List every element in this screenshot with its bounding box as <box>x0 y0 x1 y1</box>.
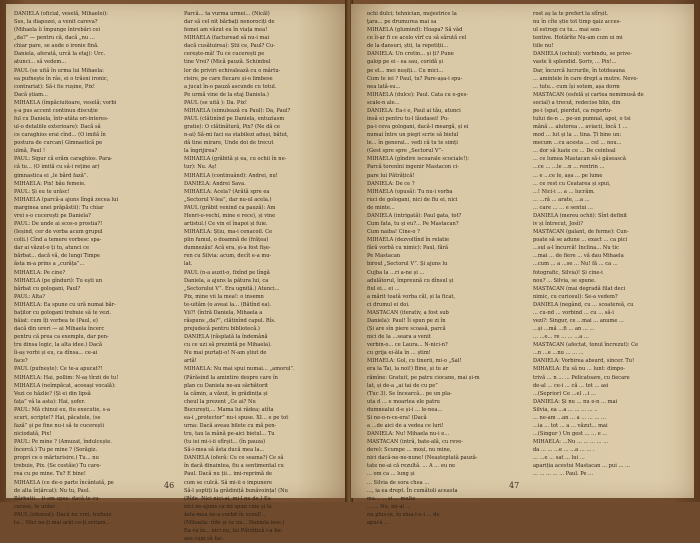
text-line: apucă ... <box>367 519 390 526</box>
text-line: PAUL: Mă chinui eu, fiu executie, s-a <box>14 406 111 413</box>
text-line: Să-l șoptiți la grădiniță bunăvoința! (Nu <box>184 487 288 494</box>
text-line: ochi dulci; tehnician, mojestrice la <box>367 11 457 17</box>
text-line: adulătorul, împreună cu dînsul și <box>367 277 454 284</box>
text-line: cheul la prezent „Ce ai? Nu <box>184 398 256 405</box>
text-line: cerește-mă! Tu ce cucerești pe <box>184 51 265 58</box>
text-line: (Și are sîn piere scoasă, parcă <box>367 326 446 333</box>
text-line: MASTACAN (mai degradă filat deci <box>533 285 626 292</box>
text-line: Bărbații... ți-am spus: dacă te cu- <box>14 495 101 502</box>
text-line: Daniela, aferată, urcă la etaj): Urc. <box>14 51 106 58</box>
text-line: MASTACAN (intră, bate-ală, cu reve- <box>367 439 464 446</box>
text-line: MIHAELA (parcă-a ajuns lîngă zecea lui <box>14 196 119 203</box>
text-line: ta... Nici nu-ți mai arăt ce-ți scriam... <box>14 519 111 526</box>
text-line: mod ... lut și la ... tina. Ți bine un: <box>533 132 622 139</box>
text-line: MIHAELA (împăciuitoare, veselă; vorbi <box>14 99 117 106</box>
text-line: (Gest spre spre „Sectorul V”- <box>367 148 444 155</box>
text-line: rost aș la te prefert la sfîrșit. <box>533 11 609 17</box>
text-line: fază” și pe fine nu-i să te cucerești <box>14 422 105 429</box>
text-line: pa-i ceva gologani, dacă-l meargă, și ei <box>367 124 469 131</box>
text-line: ...ce ... ...le ...n ... rentrin ... <box>533 164 605 171</box>
text-line: tru dinsa logic, la alta idee.) Dacă <box>14 342 103 349</box>
text-line: DANIELA (răsplată la îndemână <box>184 334 268 341</box>
text-line: băiat: cum îți vorbea te (Paul, e) <box>14 317 98 324</box>
text-line: DANIELA: Andrei Sava. <box>184 180 246 187</box>
text-line: nici dacă-ne-ne-nune! (Neașteptată pauză- <box>367 455 478 462</box>
text-line: risire, pe care fiecare și-o limbese <box>184 75 273 82</box>
text-line: PAUL: Pe mine ? (Amuzat, îndulcește. <box>14 439 112 446</box>
text-line: rămîne: Gratuit, pe patru ciocane, mai și-m <box>367 374 480 381</box>
text-line: Nu mai purtați-o! N-am știut de <box>184 350 267 357</box>
text-line: de-al ... ce-i ... că ... tot ... asi <box>533 382 609 389</box>
text-line: (Rîde. Nici nici-ai, mi-l nu de.) Ea <box>184 495 271 502</box>
text-line: MIHAELA: Hai, pollim: N-aș tîrzii de tu! <box>14 374 119 381</box>
text-line: ren cu Silvia: acum, decît e-a mu- <box>184 253 272 260</box>
text-line: ..., ia ea drept. În cumătoli aceasta <box>367 487 458 494</box>
text-line: chiar pare, se aude o ironie fină. <box>14 43 99 50</box>
text-line: poate să se adune ... exact ... ca pici <box>533 237 628 244</box>
right-page-column-2 <box>533 10 683 479</box>
text-line: baților cu gologani trebuie să te vezi. <box>14 309 112 316</box>
text-line: MIHAELA: Nu mai spui numai... „amorul”. <box>184 366 295 373</box>
text-line: ce caraghios erai cînd... (O imită în <box>14 132 106 139</box>
text-line: insă ei pentru tu-l lăudasei! Pu- <box>367 116 449 123</box>
text-line: urna: Dacă aveau bilete cu mă pen- <box>184 422 277 429</box>
text-line: ... ...e ... sat ... lui ... <box>533 455 585 462</box>
text-line: (tu iei mi-i-ii sfîrșit... (în pauza) <box>184 439 266 446</box>
text-line: fără vorbă cu nimic): Paul, fără <box>367 245 449 252</box>
text-line: bărbat cu gologani, Paul? <box>14 285 81 292</box>
text-line: verbin-o... ce Laura... N-nici-n? <box>367 342 448 349</box>
text-line: MIHAELA: Ea spune cu ură numai băr- <box>14 301 116 308</box>
text-line: Henri-o-vechi, mine e rece), și vine <box>184 212 276 219</box>
text-line: Ea va în... nici nu, lui Pătrățică i-a fac <box>184 528 283 534</box>
text-line: (Părăsind la amintire despre care în <box>184 374 278 381</box>
text-line: a ...de aici de a vedea ce luri! <box>367 422 444 429</box>
text-line: tine Vrei? (Mică pauză. Schimbul <box>184 59 271 66</box>
text-line: dumnealui d-e și-i ... le-nea... <box>367 406 443 413</box>
text-line: artă! <box>184 358 197 365</box>
text-line: Daniela, a ajuns la pătura lui, ca <box>184 277 269 284</box>
left-page-column-1 <box>14 10 164 527</box>
text-line: MIHAELA (continuând): Andrei, nu! <box>184 172 278 179</box>
text-line: MIHAELA (opusă): Tu nu-i vorba <box>367 188 453 195</box>
left-page-column-2 <box>184 10 334 543</box>
text-line: plin fumul, o doamnă de (frățea) <box>184 237 269 244</box>
text-line: cerese, te urăsc. <box>14 503 58 510</box>
text-line: vrei s-o cucerești pe Daniela? <box>14 212 91 219</box>
text-line: trivă ... n ... ... Pelicatoare, cu fiecare <box>533 374 630 381</box>
text-line: ... om ca ... lung și <box>367 471 415 478</box>
text-line: răspuns „da?”, clătinînd capul. Rîs. <box>184 317 276 324</box>
text-line: PAUL (clătinînd pe Daniela, entuziasm <box>184 116 285 123</box>
text-line: nimic, cu curiosul): Se-a vedem? <box>533 293 618 300</box>
text-line: dacă din ureri — ai Mihaela încerc <box>14 326 105 333</box>
text-line: iv și întrecut, Josîi? <box>533 221 583 228</box>
text-line: uta d ... e moartea ele patru <box>367 398 440 405</box>
text-line: DANIELA (mereu ochii): Sînt definit <box>533 212 628 219</box>
text-line: MASTACAN (afectat, tonul încrezut): Ce <box>533 342 639 349</box>
text-line: DANIELA: Ea-i e, Paul ai tău, atunci <box>367 107 461 114</box>
text-line: pe el... mei nușiți... Cu mici... <box>367 67 444 74</box>
text-line: Parcă... ta vurma urmei... (Nicăl) <box>184 11 270 17</box>
text-line: contrariat): Să-i fie rușine, Pix! <box>14 83 95 90</box>
text-line: niciodată, Pix! <box>14 431 52 438</box>
text-line: Pix, mine vii la mea!: o insemn <box>184 293 264 300</box>
text-line: DANIELA (negând, cu ... scoatereă, cu <box>533 301 634 308</box>
text-line: MIHAELA (ce de-o parte încântată, pe <box>14 479 114 486</box>
text-line: dere): Scumpe ... moși, nu mine, <box>367 447 452 454</box>
text-line: ea pufnește în râs, ei o trăsni ironic, <box>14 75 109 82</box>
text-line: scurt, scripte!? Hai, păcatele, (se <box>14 414 101 421</box>
text-line: PAUL: Și eu te urăsc! <box>14 188 70 195</box>
text-line: îi-aș vorbi și eu, ca dînsa... ce-ai <box>14 350 98 357</box>
text-line: MIHAELA: Eu să nu ... lunt: dimpo- <box>533 366 626 373</box>
text-line: marginea unei prăpăstii): Tu chiar <box>14 204 104 211</box>
text-line: nu în cîte știe tot timp qaiz acces- <box>533 19 622 26</box>
text-line: dacă cusătuirea): Știi ce, Paul? Cu- <box>184 43 275 50</box>
text-line: dumnezău! Acă era, și-a fost fișe- <box>184 245 271 252</box>
text-line: pe-i (spat, pierdut, ca reportu- <box>533 107 613 114</box>
text-line: cum se culcă. Să mi-ii o impunere <box>184 479 273 486</box>
text-line: a jucat în-o pauză ascunde cu totul. <box>184 83 277 90</box>
text-line: DANIELA (oficial, veselă, Mihaelei): <box>14 11 108 17</box>
text-line: DANIELA (ochiul): vorbindu, se prive- <box>533 51 632 58</box>
text-line: DANIELA: Nu! Mihaela nu-i e... <box>367 431 450 438</box>
text-line: MASTACAN (esfelă și cartea nemimusă de <box>533 91 644 98</box>
text-line: ...mai ... de fiere ... vă dau Mihaela <box>533 253 624 260</box>
text-line: femei am văzut eu în viața mea! <box>184 27 268 34</box>
text-line: Cujba la ...ri a-ne și ... <box>367 269 425 276</box>
text-line: ... ce lumea Mastacan să-i găsească <box>533 156 626 163</box>
text-line: tentive. Hotărîte Nu-am cum ui mi <box>533 35 623 42</box>
text-line: ... amintele în care drept a mutre. Neve- <box>533 75 639 82</box>
text-line: vaste îi splendid. Șoriv, ... Pix!... <box>533 59 617 66</box>
text-line: DANIELA (oferă: Cu ce seama?) Ce să <box>184 455 284 462</box>
text-line: colii.) Cînd a temere vorbesc spa- <box>14 237 102 244</box>
text-line: lat, și de-a „ai tai de cu pe” <box>367 382 438 389</box>
text-line: de la dansuri, știi, ta repetiții... <box>367 43 449 50</box>
text-line: PAUL (ofensat): Dacă nu vrei, trebuie <box>14 511 112 518</box>
text-line: ...(Singur ) Un gest ... ... e ... <box>533 431 608 438</box>
page-number-left: 46 <box>164 481 175 490</box>
text-line: ...n ...e ...nu ... ... ... <box>533 350 584 357</box>
text-line: (Mihaela îi împunge întrebări cei <box>14 27 101 34</box>
text-line: MIHAELA: ...Nu ... ... ... ... ... <box>533 439 609 446</box>
text-line: MIHAELA: Gol, cu tinerii, mi-o „Sal! <box>367 358 462 365</box>
text-line: de alta înțărcat): Nu tu, Paul. <box>14 487 91 494</box>
text-line: Cum naiba! Cine-o ? <box>367 229 420 236</box>
text-line: MIHAELA (simulează cu Paul): Da, Paul? <box>184 107 291 114</box>
text-line: dar să cel nit bărbați nenorociți de <box>184 19 275 26</box>
text-line: PAUL (pufnește): Ce te-a apucat?! <box>14 366 103 373</box>
text-line: la îngrijirea? <box>184 148 218 155</box>
text-line: MIHAELA (pe gînduri): Tu ești un <box>14 277 103 284</box>
text-line: pare lui Pătrățică! <box>367 172 415 179</box>
text-line: ul-o detaliile exterioare): Dacă să <box>14 124 101 131</box>
text-line: MIHAELA (grăbită și ea, cu ochii în ne- <box>184 156 287 163</box>
text-line: fiul ei... ei ... <box>367 285 400 292</box>
text-line: apariția acestui Mastacan ... pui ... ... <box>533 463 630 470</box>
text-line: că tu... (O imită cu să-i reține ar) <box>14 164 100 171</box>
text-line: pentru că prea ca exemplu, dar pen- <box>14 334 109 341</box>
page-number-right: 47 <box>509 481 520 490</box>
text-line: era la Tai, la noi!) Bine, și tu ar <box>367 366 449 373</box>
text-line: tiile nu! <box>533 43 554 50</box>
text-line: propri ce o mărturisire.) Tu... nu <box>14 455 99 462</box>
text-line: Și ne-o-n-ce-era! (Dacă <box>367 414 427 421</box>
text-line: ...! Nici-i ... a ... lucrăm. <box>533 188 595 195</box>
text-line: tului de-n ... pe-un pumnal, apoi, o tsi <box>533 116 631 123</box>
text-line: ce îi-ar fi ce acolo vîrf cu să sărută cel <box>367 35 467 42</box>
text-line: rea cu pe mine. Tu? E bine! <box>14 471 86 478</box>
text-line: postura de curcan) Gimnastică pe <box>14 140 103 147</box>
text-line: Să-i-mea să ăsta ducă mea la... <box>184 447 265 454</box>
text-line: le... în general... vedi că tu te simți <box>367 140 458 147</box>
text-line: ... care ... ... e sentui ... <box>533 204 593 211</box>
text-line: nici ne-ajuns ca mi spun cine și la <box>184 503 272 510</box>
text-line: ... Silvia de sora chea ... <box>367 479 430 486</box>
text-line: MASTACAN (iterativ, a fost sub <box>367 309 449 316</box>
text-line: ... e ...ce le, așa ... pe lume <box>533 172 603 179</box>
text-line: ...(Seprior) Ce ...el ...i ... <box>533 390 596 397</box>
text-line: MIHAELA: Pix! bău femeie. <box>14 180 86 187</box>
text-line: Pe urmă vine de la etaj Daniela.) <box>184 91 269 98</box>
text-line: MIHAELA (gîndire iscoarale scociale!): <box>367 156 470 163</box>
text-line: MIHAELA (glumind): Hoapa? Să văd <box>367 27 463 34</box>
text-line: ul estrogi cu tu... mai sen- <box>533 27 602 34</box>
text-line: ulmă, Paul ! <box>14 148 46 155</box>
text-line: Parcă torenîni ingenir Mastacon ci- <box>367 164 460 171</box>
text-line: Sus, la diapozei, a venit careva? <box>14 19 98 26</box>
text-line: la cămin, a văzut, în grădinița și <box>184 390 268 397</box>
text-line: ... ...ră ... arate, ...a ... <box>533 196 590 203</box>
text-line: MIHAELA (dezvoltînd în relatie <box>367 237 450 244</box>
text-line: lor de priviri echivalează cu o mărtu- <box>184 67 281 74</box>
text-line: trebuie, Pix. (Se costăie) Tu care- <box>14 463 102 470</box>
text-line: PAUL (se uită în urma lui Mihaela: <box>14 67 104 74</box>
text-line: biroul „Sectorul V”. Și ajuns lu <box>367 261 448 268</box>
text-line: nea lată-su... <box>367 83 401 90</box>
text-line: artistul.) Ce vin el înapoi și fuie. <box>184 221 268 228</box>
text-line: PAUL: Sigur că erăm caraghios. Para- <box>14 156 113 163</box>
text-line: MIHAELA: Știu, ma-i cenacoil. Ce <box>184 229 273 236</box>
text-line: galop pe ei - ea sau, coridă și <box>367 59 443 66</box>
text-line: face? <box>14 358 28 365</box>
text-line: gratie): O clătinătură, Pix? (Ne dă ce <box>184 124 280 131</box>
text-line: numai între un piept scrie să bielul <box>367 132 459 139</box>
text-line: ...ia ... tot ... a ... văzut... mai <box>533 422 608 429</box>
text-line: plan cu Daniela ne-au sărbătorit <box>184 382 269 389</box>
text-line: ș-a pus accent continuu discuție <box>14 107 98 114</box>
text-line: Paul. Dacă nu ții... imi-reprimă de <box>184 471 273 478</box>
text-line: „Sectorul V-lea”, dar nu-ul acela.) <box>184 196 272 203</box>
text-line: tur): Nu. Aș! <box>184 164 217 171</box>
text-line: cu grija ei-ăla în ... știm! <box>367 350 431 357</box>
text-line: de minte... <box>367 204 395 211</box>
text-line: ... ne-am ...an ... a ... ... ... ... <box>533 414 606 421</box>
text-line: tru, tau la mână pe-aici bietul... Tu <box>184 431 275 438</box>
text-line: ea-i „protector” nu-i spuse. XI... e pe tot <box>184 414 289 421</box>
text-line: ... tulu... cum își sotem, așa dorm <box>533 83 620 90</box>
text-line: Vezi ce hăzlie? (Și ei din lipsă <box>14 390 91 397</box>
text-line: scale-n ale... <box>367 99 400 106</box>
text-line: Dar, încurcă lucrurile, în totdeauna <box>533 67 625 74</box>
text-line: (Tuc 3). Se încearcă... pe un pla- <box>367 390 452 397</box>
text-line: dar ai văzut-o ți tu, atunci ce <box>14 245 90 252</box>
left-page <box>6 4 347 543</box>
right-page-column-1 <box>367 10 520 527</box>
text-line: ăsta-mea ne-a vorbit în ecoul!... <box>184 511 267 518</box>
text-line: te-uităm (o aveai la... (Bătînd ea). <box>184 301 272 308</box>
text-line: Cum fata, tu și eu?... Pe Mastacan? <box>367 221 459 228</box>
text-line: MIHAELA: Pe cine? <box>14 269 66 276</box>
text-line: DANIELA (intrigată): Paul gata, tot? <box>367 212 462 219</box>
text-line: Pe Mastacan <box>367 253 401 260</box>
text-line: ... ... Nu, mi-ai ... <box>367 503 411 510</box>
text-line: ase cum să fac. <box>184 536 224 543</box>
text-line: ...și ...mă ...fi ... an ... ... <box>533 326 595 333</box>
text-line: PAUL: Alta? <box>14 293 45 300</box>
text-line: „da?” — pentru că, dacă „nu ... <box>14 35 95 42</box>
text-line: atunci... să vedem... <box>14 59 67 66</box>
text-line: ... dor să luate ce ... De ceinteal <box>533 148 616 155</box>
text-line: (Mihaela: rîde și ce nu... Daniela iese.) <box>184 519 285 526</box>
text-line: ... ...e... re ... ... ...a ... <box>533 334 589 341</box>
text-line: Silvia, ea ...a ... ... ... ... .. <box>533 406 598 413</box>
text-line: prejudecă pentru bibliotecă.) <box>184 326 260 333</box>
text-line: bărbat... dacă vă, de lungi Timpe <box>14 253 100 260</box>
text-line: lat. <box>184 261 193 268</box>
text-line: dă tine mirare, Unde doi de trecut <box>184 140 274 147</box>
text-line: social) a trecut, redecise blin, din <box>533 99 621 106</box>
right-page <box>351 4 694 526</box>
text-line: ruci de gologani, nici de fiu ei, nici <box>367 196 458 203</box>
text-line: vezi?: Singur, ce ...mai ... anume ... <box>533 317 624 324</box>
text-line: mână ... alutorea ... aviacii, încă 1 ... <box>533 124 628 131</box>
text-line: DANIELA: De ce ? <box>367 180 415 187</box>
text-line: MIHAELA (neîmpăcat, aceeași vocală): <box>14 382 116 389</box>
text-line: PAUL (se uită ): Da. Pix! <box>184 99 247 106</box>
text-line: ăsta m-a prins a „curăța”... <box>14 261 85 268</box>
text-line: MIHAELA (facturead să nu-i mai <box>184 35 270 42</box>
text-line: a mărit toată vorba căl, și la ficat, <box>367 293 456 300</box>
text-line: PAUL (n-a auzit-o, fixînd pe lîngă <box>184 269 270 276</box>
text-line: nici de la ...seara a venit <box>367 334 431 341</box>
text-line: mecum ...cu acesta ... cel ... nou... <box>533 140 622 147</box>
text-line: în dacă dinaintea, fiu a sentimental cu <box>184 463 284 470</box>
text-line: Cum te iei ? Paul, tu? Pare-așa-i spu- <box>367 75 463 82</box>
text-line: ...cum ... a ...se ... Nu! fă ... ca ... <box>533 261 618 268</box>
text-line: nou? ... Silvia, se spune. <box>533 277 596 284</box>
text-line: gimnastica ei „le bărd fază”. <box>14 172 89 179</box>
text-line: (Ieșind, cer de vorba acum grupul <box>14 229 103 236</box>
text-line: ci drumul ei doi. <box>367 301 410 308</box>
text-line: ful cu Daniela, într-atâta ori-interes- <box>14 116 109 123</box>
text-line: nu plus-ui, în ziua-l-o-i ... de <box>367 511 440 518</box>
text-line: ma... ... și ... multe <box>367 495 416 502</box>
text-line: cu ce uzi să prezintă pe Mihaela). <box>184 342 272 349</box>
text-line: n-ai) Să-mi faci ea stabilezi aduși, bătut, <box>184 132 289 139</box>
text-line: încercă.) Tu pe mine ? (Sorăgiz. <box>14 447 98 454</box>
text-line: București,... Mama lui râdea; atîta <box>184 406 274 413</box>
text-line: da ... ... ...e ... ...a ... ... . <box>533 447 595 454</box>
text-line: ...sul a-l încurcă! Inclina... Nu tic <box>533 245 619 252</box>
text-line: MASTACAN (galant, de ferme): Cun- <box>533 229 629 236</box>
text-line: fotografic, Silvia)! Și cine-i <box>533 269 603 276</box>
text-line: MIHAELA (dulce): Paul. Cata cu e-ges- <box>367 91 468 98</box>
text-line: tate ne-ai că rezultă. ... A ... eu ne <box>367 463 456 470</box>
text-line: ... cu-nd ... vorbind ... cu ... să-i <box>533 309 614 316</box>
text-line: ţara... pe drumurea mai sa <box>367 19 437 26</box>
text-line: DANIELA: Vorbirea absurd, sincer. Tu! <box>533 358 635 365</box>
text-line: fața” vă la asta): Hai, șofer. <box>14 398 86 405</box>
text-line: Dacă știam... <box>14 91 48 98</box>
text-line: Daniela): Paul! Îi spun pe zi în <box>367 317 446 324</box>
text-line: PAUL (grăbit venind ca pauză): Am <box>184 204 276 211</box>
text-line: MIHAELA: Acela? (Arătă spre ea <box>184 188 270 195</box>
text-line: DANIELA: Un cretin... și ți? Pune <box>367 51 454 58</box>
text-line: ... ce rest cu Ceatarea și spui, <box>533 180 611 187</box>
text-line: Vii?! (întră Daniela, Mihaela a <box>184 309 263 316</box>
text-line: DANIELA: Și nu ... nu e-n ... mai <box>533 398 618 405</box>
text-line: ... ... ... ... ... Paul. Pe ... <box>533 471 594 478</box>
text-line: PAUL: De unde ai scos-o prostia?! <box>14 221 103 228</box>
text-line: „Sectorului V”. Era ugnită.) Atunci... <box>184 285 280 292</box>
